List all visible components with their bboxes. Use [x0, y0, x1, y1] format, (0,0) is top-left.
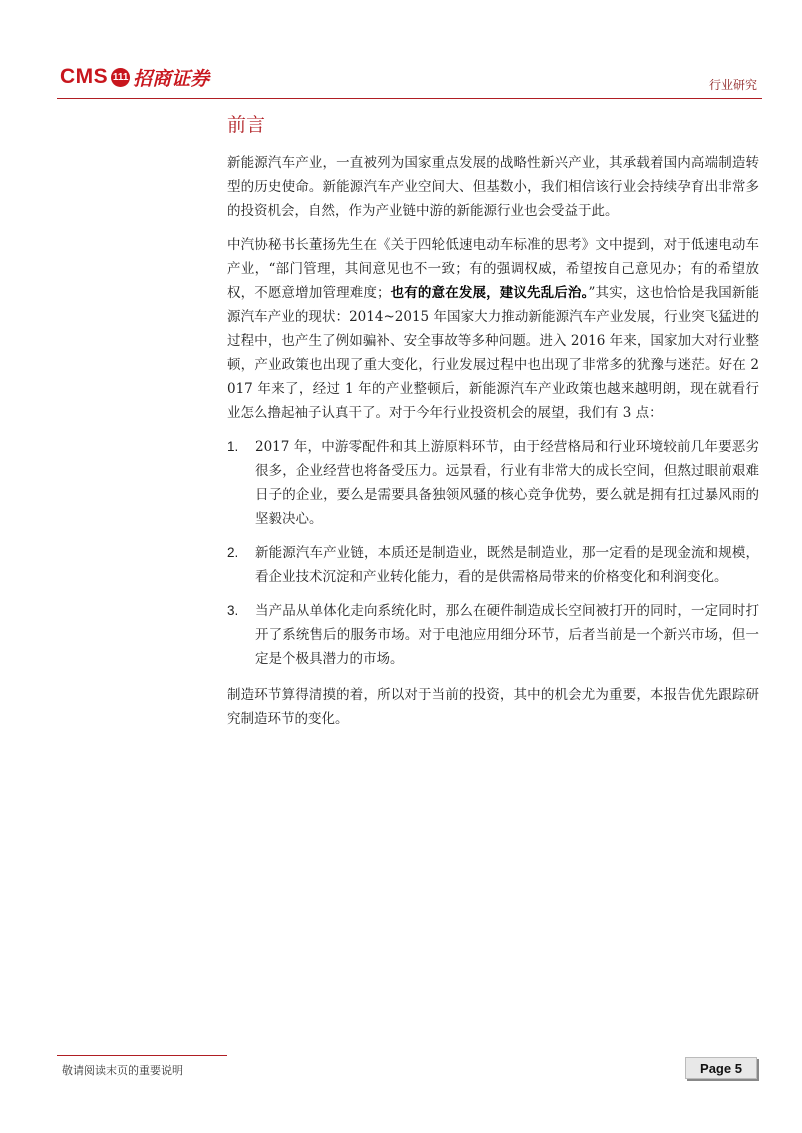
main-content — [227, 104, 759, 741]
company-logo — [60, 60, 209, 94]
list-number: 1. — [227, 439, 239, 454]
list-text: 当产品从单体化走向系统化时，那么在硬件制造成长空间被打开的同时，一定同时打开了系统售后的服务市场。对于电池应用细分环节，后者当前是一个新兴市场，但一定是个极具潜力的市场。 — [255, 603, 759, 667]
outlook-list — [227, 435, 759, 671]
logo-latin-text: CMS — [60, 65, 109, 88]
list-item — [227, 599, 759, 671]
intro-paragraph: 新能源汽车产业，一直被列为国家重点发展的战略性新兴产业，其承载着国内高端制造转型的历史使命。新能源汽车产业空间大、但基数小，我们相信该行业会持续孕育出非常多的投资机会，自然，作为产业链中游的新能源行业也会受益于此。 — [227, 155, 759, 219]
context-text-part1: 中汽协秘书长董扬先生在《关于四轮低速电动车标准的思考》文中提到，对于低速电动车产业，“部门管理，其间意见也不一致；有的强调权威，希望按自己意见办；有的希望放权，不愿意增加管理难度； — [227, 237, 759, 301]
list-item — [227, 435, 759, 531]
list-item — [227, 541, 759, 589]
emphasis-quote: 也有的意在发展，建议先乱后治。 — [390, 285, 589, 301]
list-text: 2017 年，中游零配件和其上游原料环节，由于经营格局和行业环境较前几年要恶劣很多，企业经营也将备受压力。远景看，行业有非常大的成长空间，但熬过眼前艰难日子的企业，要么是需要具备独领风骚的核心竞争优势，要么就是拥有扛过暴风雨的坚毅决心。 — [255, 439, 759, 527]
context-paragraph — [227, 233, 759, 425]
header-divider — [57, 98, 762, 99]
report-type-label: 行业研究 — [708, 78, 757, 92]
list-text: 新能源汽车产业链，本质还是制造业，既然是制造业，那一定看的是现金流和规模，看企业技术沉淀和产业转化能力，看的是供需格局带来的价格变化和利润变化。 — [255, 545, 759, 585]
footer-disclaimer-note: 敬请阅读末页的重要说明 — [62, 1064, 183, 1077]
page-number-badge: Page 5 — [685, 1057, 757, 1079]
section-title: 前言 — [227, 114, 266, 136]
logo-chinese-text: 招商证券 — [133, 67, 210, 90]
list-number: 3. — [227, 603, 239, 618]
footer-divider — [57, 1055, 227, 1056]
list-number: 2. — [227, 545, 239, 560]
closing-paragraph: 制造环节算得清摸的着，所以对于当前的投资，其中的机会尤为重要，本报告优先跟踪研究制造环节的变化。 — [227, 687, 759, 727]
logo-emblem-icon: 111 — [111, 68, 130, 87]
context-text-part2: ”其实，这也恰恰是我国新能源汽车产业的现状：2014~2015 年国家大力推动新能源汽车产业发展，行业突飞猛进的过程中，也产生了例如骗补、安全事故等多种问题。进入 2016 年来，国家加大对行业整顿，产业政策也出现了重大变化，行业发展过程中也出现了非常多的犹豫与迷茫。好在 2017 年来了，经过 1 年的产业整顿后，新能源汽车产业政策也越来越明朗，现在就看行业怎么撸起袖子认真干了。对于今年行业投资机会的展望，我们有 3 点： — [227, 285, 760, 421]
